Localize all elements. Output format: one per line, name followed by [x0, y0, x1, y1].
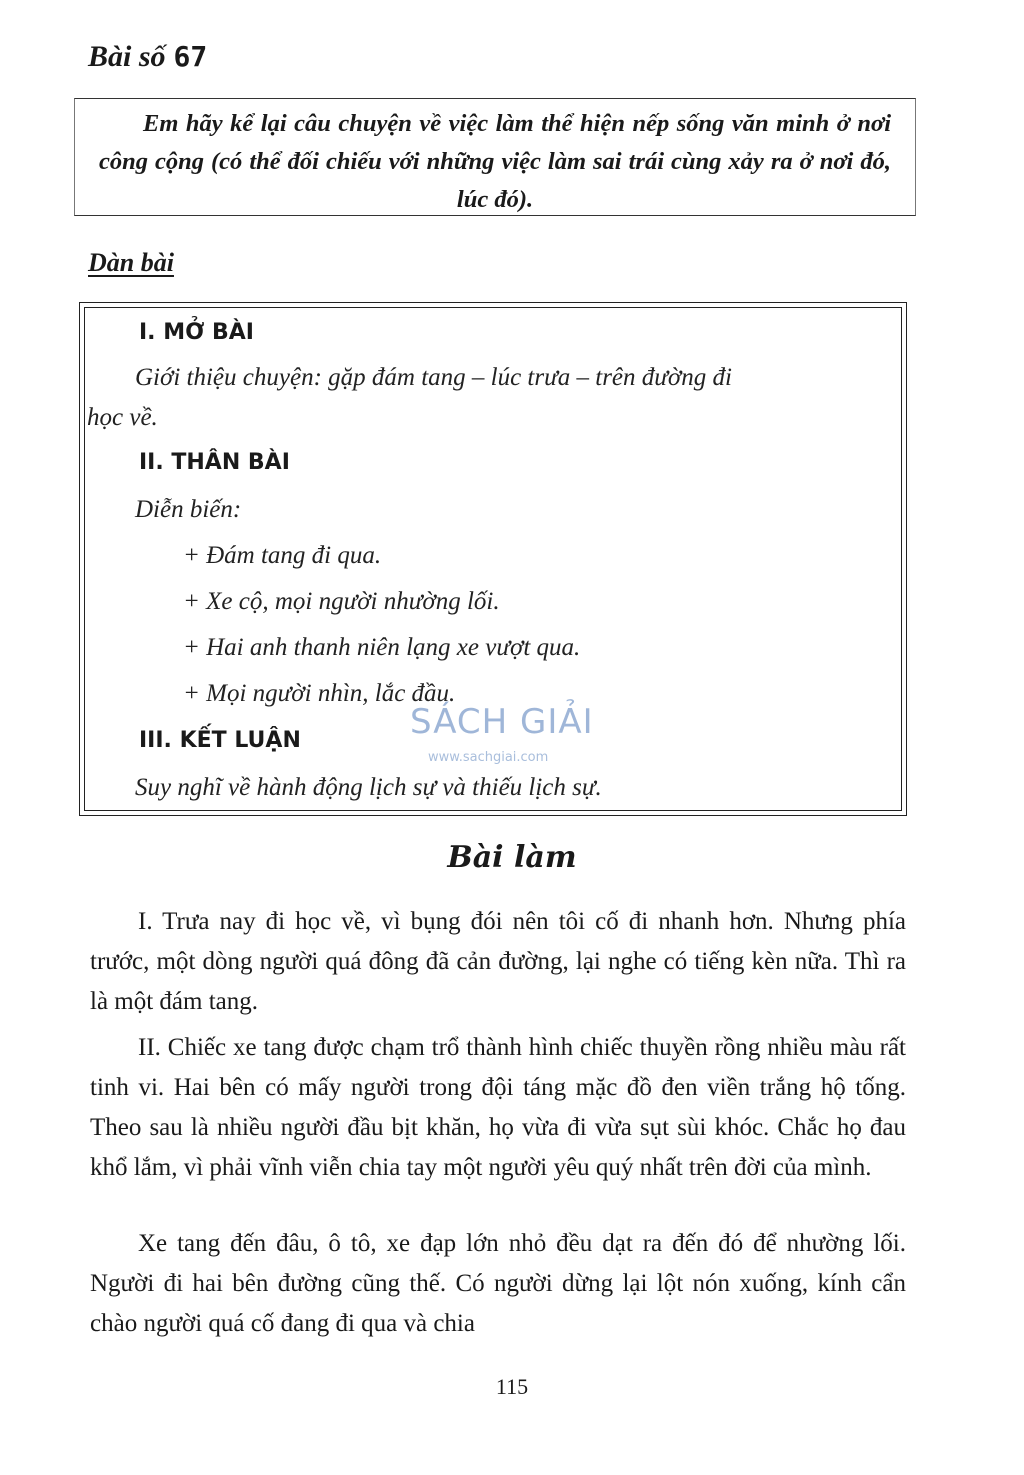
lesson-label: Bài số: [88, 40, 166, 73]
prompt-box: [74, 98, 916, 216]
section-intro-title: I. MỞ BÀI: [139, 320, 254, 345]
body-item-2: + Xe cộ, mọi người nhường lối.: [183, 588, 500, 615]
lesson-number: 67: [173, 40, 208, 73]
essay-paragraph-3: Xe tang đến đâu, ô tô, xe đạp lớn nhỏ đều dạt ra đến đó để nhường lối. Người đi hai bên đường cũng thế. Có người dừng lại lột nón xuống, kính cẩn chào người quá cố đang đi qua và chia: [90, 1230, 906, 1337]
body-item-1: + Đám tang đi qua.: [183, 542, 382, 569]
watermark-text: SÁCH GIẢI: [410, 702, 594, 742]
section-conclusion-title: III. KẾT LUẬN: [139, 728, 301, 753]
intro-line-2: học về.: [87, 404, 158, 431]
watermark-logo: [410, 688, 620, 788]
lesson-title: [88, 40, 207, 74]
body-intro: Diễn biến:: [135, 496, 242, 523]
outline-heading: Dàn bài: [88, 248, 174, 277]
watermark-url: www.sachgiai.com: [428, 750, 549, 765]
prompt-text: Em hãy kể lại câu chuyện về việc làm thể hiện nếp sống văn minh ở nơi công cộng (có thể đối chiếu với những việc làm sai trái cùng xảy ra ở nơi đó, lúc đó).: [99, 110, 891, 213]
conclusion-line: Suy nghĩ về hành động lịch sự và thiếu lịch sự.: [135, 774, 602, 801]
page-number: 115: [495, 1374, 529, 1399]
section-body-title: II. THÂN BÀI: [139, 450, 290, 475]
essay-paragraph-2: II. Chiếc xe tang được chạm trổ thành hình chiếc thuyền rồng nhiều màu rất tinh vi. Hai bên có mấy người trong đội táng mặc đồ đen viền trắng hộ tống. Theo sau là nhiều người đầu bịt khăn, họ vừa đi vừa sụt sùi khóc. Chắc họ đau khổ lắm, vì phải vĩnh viễn chia tay một người yêu quý nhất trên đời của mình.: [90, 1034, 906, 1181]
intro-line-1: Giới thiệu chuyện: gặp đám tang – lúc trưa – trên đường đi: [135, 364, 732, 391]
body-item-4: + Mọi người nhìn, lắc đầu.: [183, 680, 456, 707]
essay-paragraph-1: I. Trưa nay đi học về, vì bụng đói nên tôi cố đi nhanh hơn. Nhưng phía trước, một dòng người quá đông đã cản đường, lại nghe có tiếng kèn nữa. Thì ra là một đám tang.: [90, 908, 906, 1015]
essay-title: Bài làm: [447, 840, 577, 875]
body-item-3: + Hai anh thanh niên lạng xe vượt qua.: [183, 634, 581, 661]
